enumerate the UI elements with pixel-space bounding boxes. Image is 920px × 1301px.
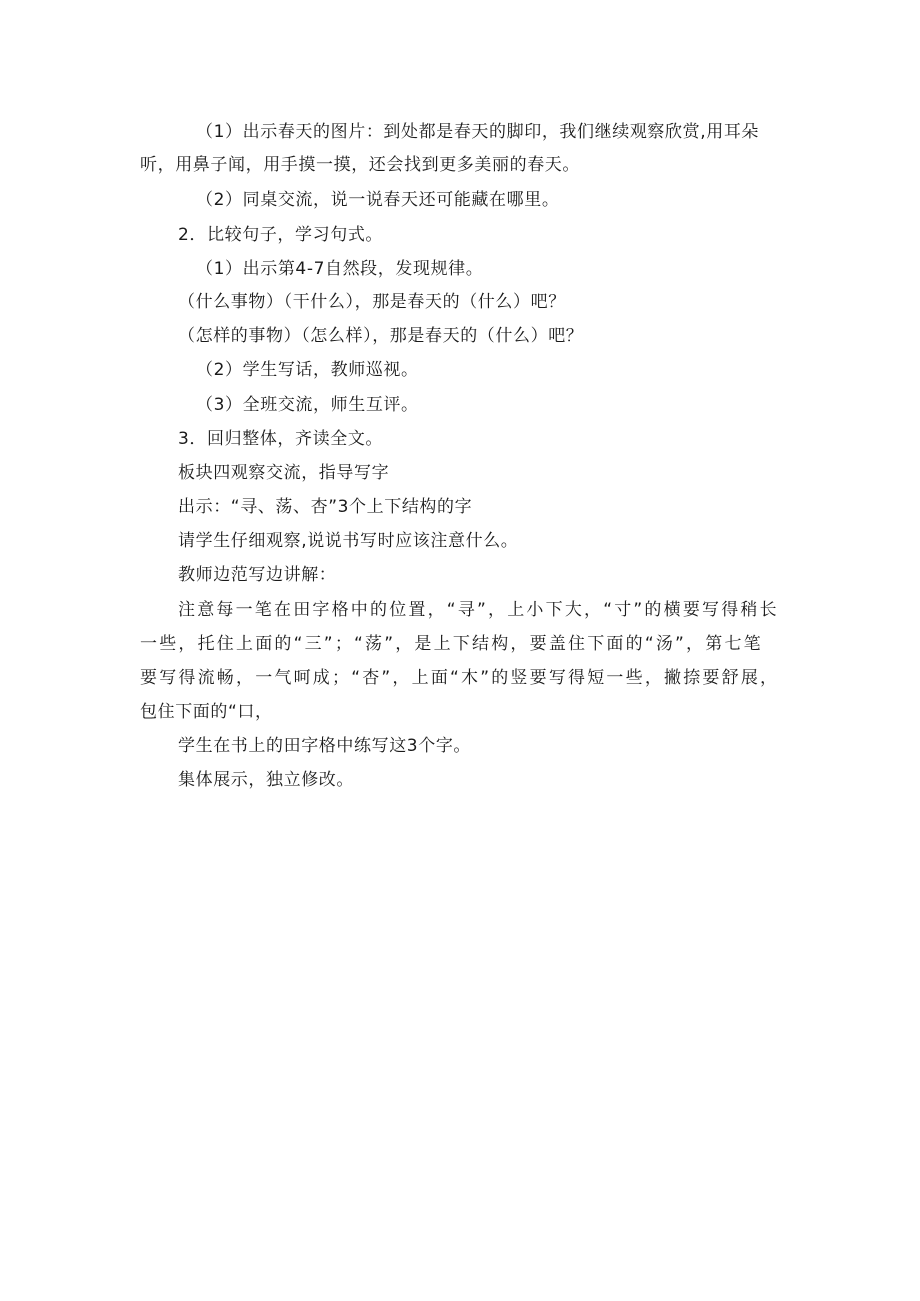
paragraph-line-16: 一些，托住上面的“三”；“荡”，是上下结构，要盖住下面的“汤”，第七笔 (140, 634, 763, 654)
paragraph-line-17: 要写得流畅，一气呵成；“杏”，上面“木”的竖要写得短一些，撇捺要舒展， (140, 668, 780, 688)
paragraph-line-12: 出示：“寻、荡、杏”3个上下结构的字 (178, 497, 473, 517)
paragraph-line-2: 听，用鼻子闻，用手摸一摸，还会找到更多美丽的春天。 (140, 155, 580, 175)
section-heading-3: 3．回归整体，齐读全文。 (178, 429, 384, 449)
paragraph-line-13: 请学生仔细观察,说说书写时应该注意什么。 (178, 531, 519, 551)
paragraph-line-8: （2）学生写话，教师巡视。 (196, 360, 419, 380)
paragraph-line-1: （1）出示春天的图片：到处都是春天的脚印，我们继续观察欣赏,用耳朵 (196, 122, 760, 142)
sentence-pattern-1: （什么事物）（干什么），那是春天的（什么）吧？ (178, 292, 566, 312)
section-heading-2: 2．比较句子，学习句式。 (178, 225, 384, 245)
paragraph-line-9: （3）全班交流，师生互评。 (196, 395, 419, 415)
block-heading-4: 板块四观察交流，指导写字 (178, 463, 390, 483)
paragraph-line-19: 学生在书上的田字格中练写这3个字。 (178, 736, 472, 756)
paragraph-line-15: 注意每一笔在田字格中的位置，“寻”，上小下大，“寸”的横要写得稍长 (178, 600, 779, 620)
paragraph-line-18: 包住下面的“口， (140, 702, 273, 722)
paragraph-line-20: 集体展示，独立修改。 (178, 770, 354, 790)
paragraph-line-14: 教师边范写边讲解： (178, 565, 337, 585)
paragraph-line-5: （1）出示第4-7自然段，发现规律。 (196, 259, 484, 279)
sentence-pattern-2: （怎样的事物）（怎么样），那是春天的（什么）吧？ (178, 326, 584, 346)
paragraph-line-3: （2）同桌交流，说一说春天还可能藏在哪里。 (196, 190, 560, 210)
